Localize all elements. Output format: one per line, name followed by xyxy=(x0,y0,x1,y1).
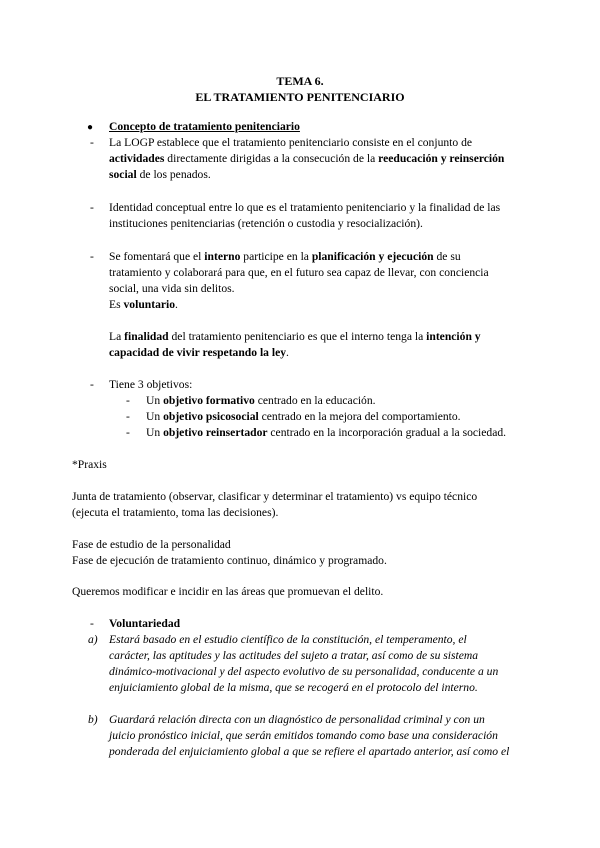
p2-line-a: Identidad conceptual entre lo que es el tratamiento penitenciario y la finalidad de las xyxy=(109,201,501,214)
b-line: ponderada del enjuiciamiento global a que se refiere el apartado anterior, así como el xyxy=(109,745,510,758)
dash-marker: - xyxy=(126,410,130,423)
p4-line-b xyxy=(109,345,529,361)
p4-bold-finalidad: finalidad xyxy=(124,330,169,343)
p4-text-b2: . xyxy=(286,346,289,359)
section-heading xyxy=(109,119,300,135)
label-a-text: a) xyxy=(88,633,98,646)
p3-line-b: tratamiento y colaborará para que, en el futuro sea capaz de llevar, con conciencia xyxy=(109,266,489,279)
p1-line-b xyxy=(109,151,529,167)
p3-text-d1: Es xyxy=(109,298,124,311)
paragraph-fomentara xyxy=(109,249,529,313)
fases-line-b: Fase de ejecución de tratamiento continuo, dinámico y programado. xyxy=(72,554,387,567)
item-label-a xyxy=(88,632,98,648)
p1-bold-reeducacion: reeducación y reinserción xyxy=(378,152,505,165)
paragraph-logp xyxy=(109,135,529,183)
p3-text-a1: Se fomentará que el xyxy=(109,250,205,263)
p1-bold-social: social xyxy=(109,168,137,181)
dash-marker: - xyxy=(90,136,94,149)
p1-text-b: directamente dirigidas a la consecución de la xyxy=(164,152,379,165)
bullet-icon: ● xyxy=(87,122,94,133)
voluntariedad-item-a xyxy=(109,632,549,696)
dash-marker: - xyxy=(126,426,130,439)
label-b-text: b) xyxy=(88,713,98,726)
junta-line-b: (ejecuta el tratamiento, toma las decisiones). xyxy=(72,506,279,519)
p3-text-d2: . xyxy=(175,298,178,311)
objetivo-pre: Un xyxy=(146,410,164,423)
voluntariedad-item-b xyxy=(109,712,549,760)
doc-title-line1: TEMA 6. xyxy=(276,74,324,88)
paragraph-finalidad xyxy=(109,329,529,361)
dash-marker: - xyxy=(90,201,94,214)
paragraph-fases xyxy=(72,537,542,569)
objetivos-intro: Tiene 3 objetivos: xyxy=(109,378,193,391)
objetivo-pre: Un xyxy=(146,394,164,407)
objetivo-item xyxy=(146,393,376,409)
p3-bold-voluntario: voluntario xyxy=(123,298,176,311)
p1-bold-actividades: actividades xyxy=(109,152,165,165)
b-line: Guardará relación directa con un diagnóstico de personalidad criminal y con un xyxy=(109,713,485,726)
section-heading-text: Concepto de tratamiento penitenciario xyxy=(109,120,300,133)
p3-line-a xyxy=(109,249,529,265)
p3-bold-interno: interno xyxy=(204,250,241,263)
p4-line-a xyxy=(109,329,529,345)
a-line: Estará basado en el estudio científico de la constitución, el temperamento, el xyxy=(109,633,467,646)
paragraph-junta xyxy=(72,489,542,521)
dash-marker: - xyxy=(90,378,94,391)
dash-marker: - xyxy=(90,250,94,263)
praxis-label: *Praxis xyxy=(72,458,107,471)
a-line: carácter, las aptitudes y las actitudes del sujeto a tratar, así como de su sistema xyxy=(109,649,479,662)
item-label-b xyxy=(88,712,98,728)
p4-text-a2: del tratamiento penitenciario es que el interno tenga la xyxy=(168,330,427,343)
p4-bold-intencion: intención y xyxy=(426,330,481,343)
objetivo-item xyxy=(146,425,506,441)
voluntariedad-heading xyxy=(109,616,180,632)
objetivo-bold: objetivo reinsertador xyxy=(163,426,268,439)
p4-bold-capacidad: capacidad de vivir respetando la ley xyxy=(109,346,287,359)
objetivo-post: centrado en la educación. xyxy=(254,394,376,407)
p1-text-c: de los penados. xyxy=(136,168,211,181)
objetivo-post: centrado en la mejora del comportamiento. xyxy=(258,410,461,423)
p4-text-a1: La xyxy=(109,330,125,343)
b-line: juicio pronóstico inicial, que serán emitidos tomando como base una consideración xyxy=(109,729,498,742)
objetivo-item xyxy=(146,409,461,425)
dash-marker: - xyxy=(90,617,94,630)
objetivo-bold: objetivo psicosocial xyxy=(163,410,259,423)
fases-line-a: Fase de estudio de la personalidad xyxy=(72,538,231,551)
p3-text-a2: participe en la xyxy=(240,250,312,263)
p3-line-d xyxy=(109,297,529,313)
a-line: enjuiciamiento global de la misma, que se recogerá en el protocolo del interno. xyxy=(109,681,478,694)
junta-line-a: Junta de tratamiento (observar, clasificar y determinar el tratamiento) vs equipo técnico xyxy=(72,490,478,503)
objetivo-post: centrado en la incorporación gradual a la sociedad. xyxy=(267,426,507,439)
voluntariedad-heading-text: Voluntariedad xyxy=(109,617,181,630)
paragraph-queremos: Queremos modificar e incidir en las áreas que promuevan el delito. xyxy=(72,585,384,598)
p1-line-c xyxy=(109,167,529,183)
p3-line-c: social, una vida sin delitos. xyxy=(109,282,235,295)
p2-line-b: instituciones penitenciarias (retención o custodia y resocialización). xyxy=(109,217,423,230)
paragraph-identidad xyxy=(109,200,529,232)
p1-line-a: La LOGP establece que el tratamiento penitenciario consiste en el conjunto de xyxy=(109,136,473,149)
objetivo-bold: objetivo formativo xyxy=(163,394,255,407)
p3-bold-planificacion: planificación y ejecución xyxy=(311,250,434,263)
p3-text-a3: de su xyxy=(433,250,461,263)
dash-marker: - xyxy=(126,394,130,407)
a-line: dinámico-motivacional y del aspecto evolutivo de su personalidad, conducente a un xyxy=(109,665,499,678)
objetivo-pre: Un xyxy=(146,426,164,439)
doc-title-line2: EL TRATAMIENTO PENITENCIARIO xyxy=(195,90,405,104)
